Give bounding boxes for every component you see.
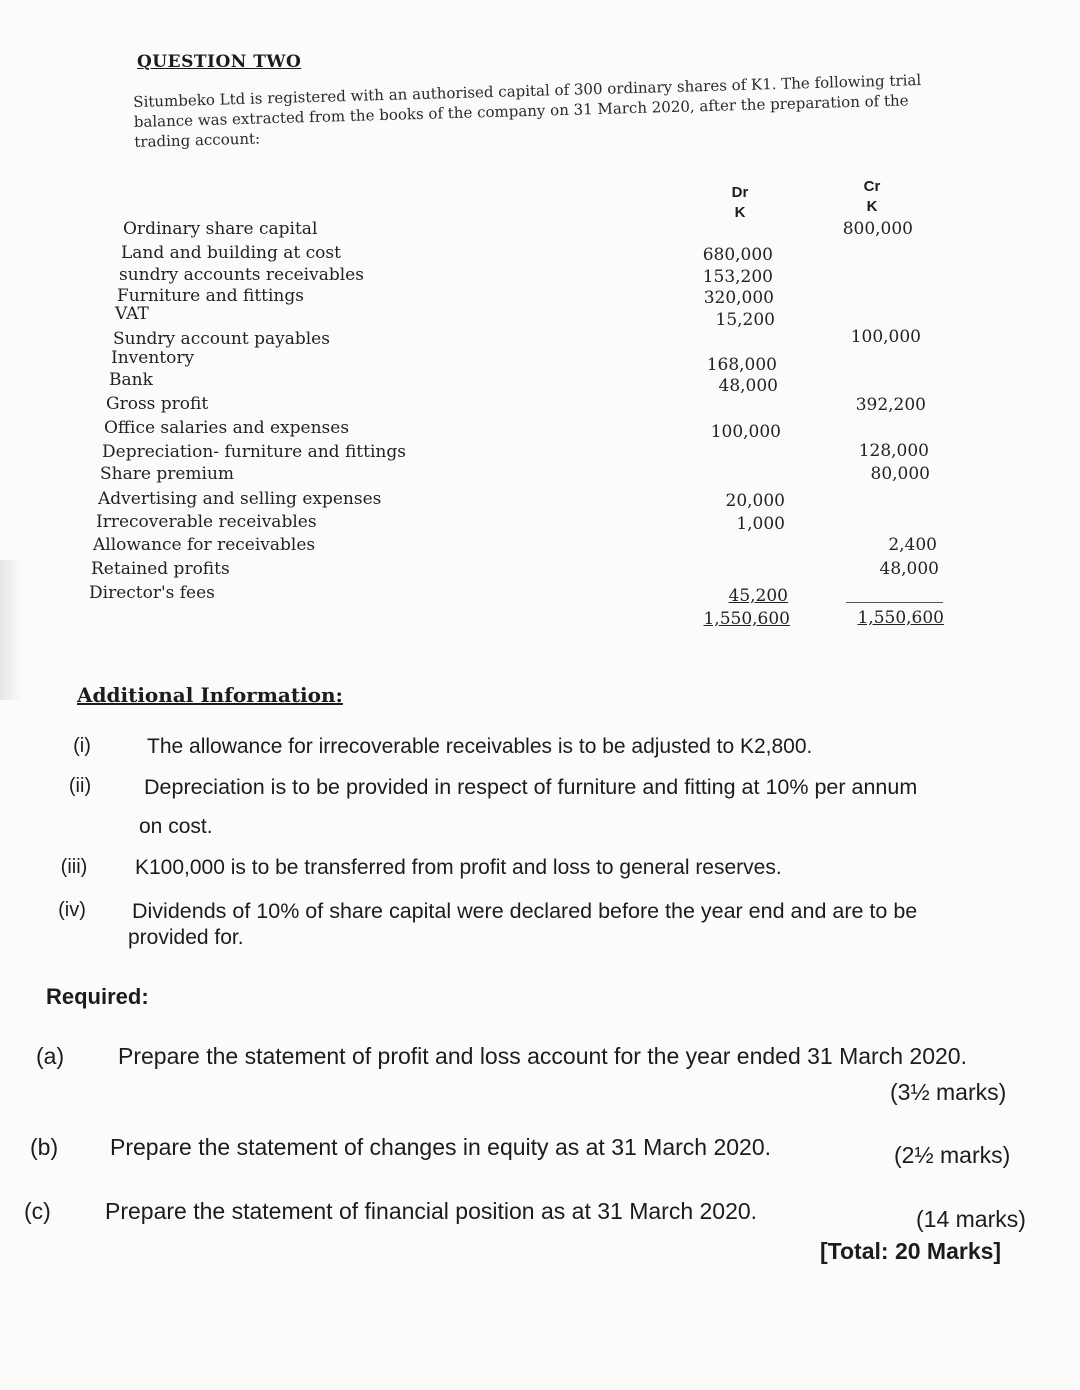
cr-value: 392,200 [855,395,926,415]
cr-value: 48,000 [879,559,939,579]
cr-header: Cr [863,178,881,195]
dr-value: 168,000 [706,355,777,375]
account-name: Inventory [111,348,195,368]
marks-label: (2½ marks) [894,1142,1011,1168]
account-name: Advertising and selling expenses [98,489,382,509]
account-name: VAT [115,304,149,324]
info-text: Dividends of 10% of share capital were declared before the year end and are to be [132,899,918,923]
page-edge-shadow [0,560,22,700]
info-text: The allowance for irrecoverable receivables is to be adjusted to K2,800. [147,735,813,758]
cr-value: 2,400 [888,535,937,555]
additional-heading: Additional Information: [77,683,343,707]
dr-value: 20,000 [725,491,785,511]
dr-value: 153,200 [702,267,773,287]
dr-value: 680,000 [702,245,773,265]
account-name: Sundry account payables [113,329,330,349]
account-name: Furniture and fittings [117,286,304,306]
item-number: (ii) [68,775,92,797]
dr-value: 45,200 [728,586,788,606]
dr-header: Dr [731,184,749,201]
item-number: (iv) [58,899,86,921]
cr-currency: K [866,198,878,215]
info-text: Depreciation is to be provided in respect of furniture and fitting at 10% per annum [144,775,918,799]
required-text: Prepare the statement of profit and loss account for the year ended 31 March 2020. [118,1043,967,1069]
account-name: Share premium [100,464,235,484]
item-number: (iii) [60,856,88,878]
cr-total: 1,550,600 [857,608,944,628]
dr-currency: K [734,204,746,221]
required-heading: Required: [46,984,149,1009]
cr-value: 128,000 [858,441,929,461]
info-text-continued: on cost. [139,815,213,838]
dr-value: 1,000 [736,514,785,534]
account-name: Bank [109,370,153,390]
dr-value: 320,000 [703,288,774,308]
info-text-continued: provided for. [128,926,244,949]
required-label: (a) [36,1043,65,1069]
cr-value: 800,000 [842,219,913,239]
required-text: Prepare the statement of changes in equity as at 31 March 2020. [110,1134,772,1160]
question-title: QUESTION TWO [137,52,302,72]
dr-value: 15,200 [715,310,775,330]
account-name: sundry accounts receivables [119,265,364,285]
required-label: (c) [24,1198,51,1224]
dr-value: 48,000 [718,376,778,396]
info-text: K100,000 is to be transferred from profit and loss to general reserves. [135,856,782,879]
account-name: Office salaries and expenses [104,418,350,438]
marks-label: (3½ marks) [890,1079,1007,1105]
account-name: Gross profit [106,394,209,414]
item-number: (i) [73,735,91,757]
account-name: Retained profits [91,559,230,579]
account-name: Allowance for receivables [93,535,316,555]
marks-label: (14 marks) [916,1206,1026,1232]
cr-total-rule [846,602,943,603]
cr-value: 80,000 [870,464,930,484]
question-intro: Situmbeko Ltd is registered with an authorised capital of 300 ordinary shares of K1. The following trial balance was extracted from the books of the company on 31 March 2020, after the preparation of the trading account: [133,70,922,151]
dr-value: 100,000 [710,422,781,442]
account-name: Depreciation- furniture and fittings [102,442,406,462]
account-name: Ordinary share capital [123,219,318,239]
required-label: (b) [30,1134,59,1160]
account-name: Director's fees [89,583,215,603]
required-text: Prepare the statement of financial position as at 31 March 2020. [105,1198,758,1224]
cr-value: 100,000 [850,327,921,347]
account-name: Land and building at cost [121,243,341,263]
account-name: Irrecoverable receivables [96,512,317,532]
total-marks: [Total: 20 Marks] [820,1238,1002,1264]
dr-total: 1,550,600 [703,609,790,629]
